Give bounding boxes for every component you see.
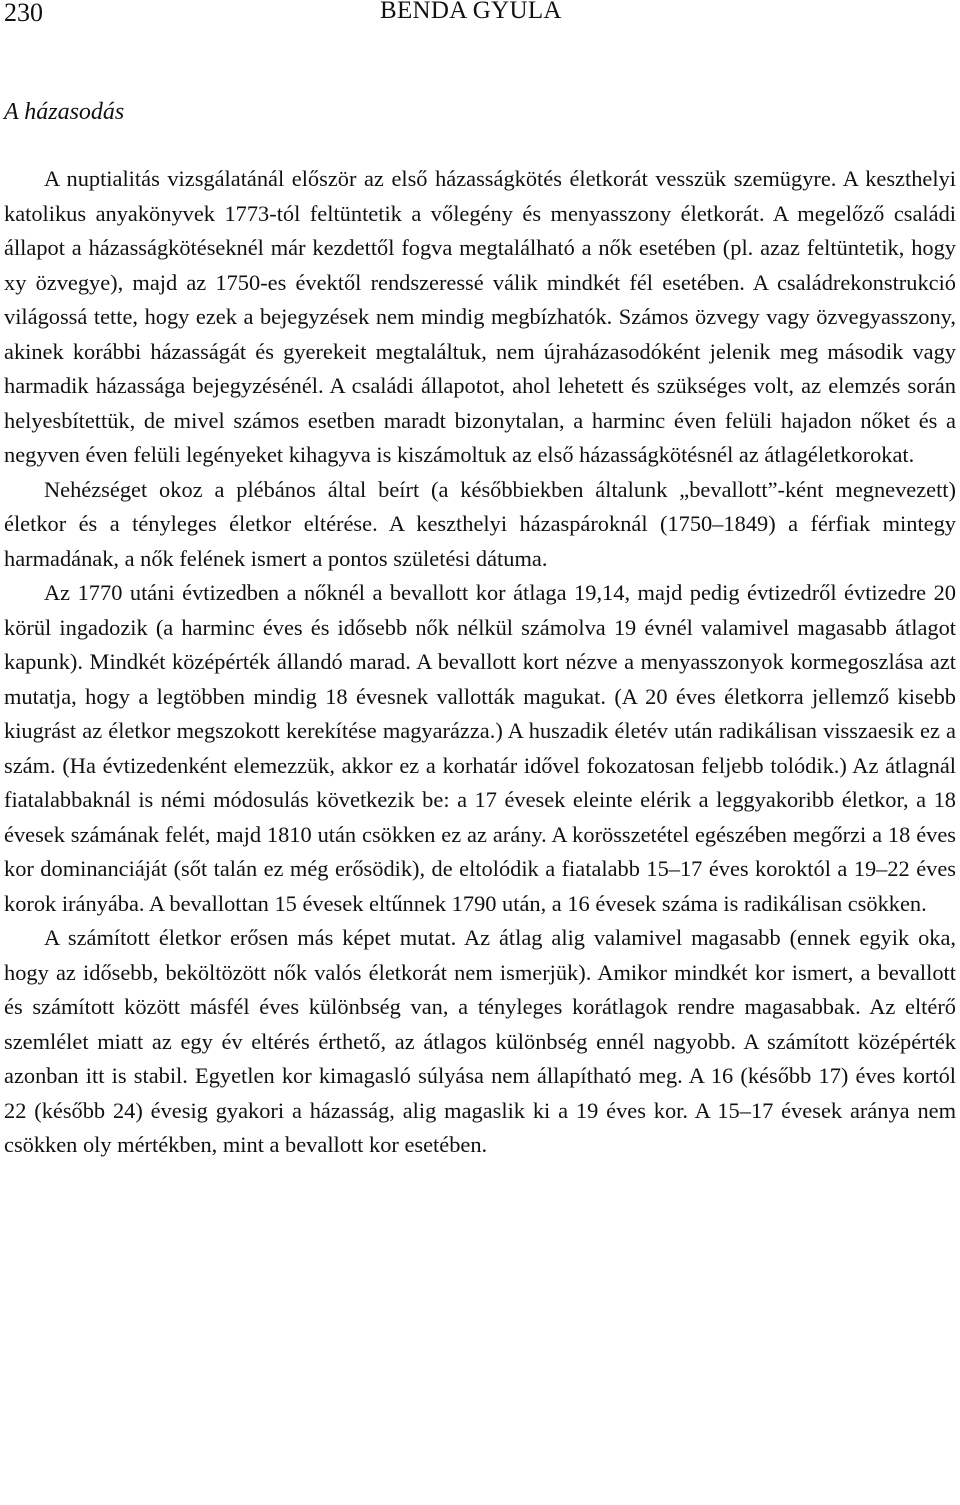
paragraph: Az 1770 utáni évtizedben a nőknél a bevallott kor átlaga 19,14, majd pedig évtizedről évtizedre 20 körül ingadozik (a harminc éves és idősebb nők nélkül számolva 19 évnél valamivel magasabb átlagot kapunk). Mindkét középérték állandó marad. A bevallott kort nézve a menyasszonyok kormegoszlása azt mutatja, hogy a legtöbben mindig 18 évesnek vallották magukat. (A 20 éves életkorra jellemző kisebb kiugrást az életkor megszokott kerekítése magyarázza.) A huszadik életév után radikálisan visszaesik ez a szám. (Ha évtizedenként elemezzük, akkor ez a korhatár idővel fokozatosan feljebb tolódik.) Az átlagnál fiatalabbaknál is némi módosulás következik be: a 17 évesek eleinte elérik a leggyakoribb életkor, a 18 évesek számának felét, majd 1810 után csökken ez az arány. A korösszetétel egészében megőrzi a 18 éves kor dominanciáját (sőt talán ez még erősödik), de eltolódik a fiatalabb 15–17 éves koroktól a 19–22 éves korok irányába. A bevallottan 15 évesek eltűnnek 1790 után, a 16 évesek száma is radikálisan csökken. — [4, 580, 956, 916]
paragraph: A számított életkor erősen más képet mutat. Az átlag alig valamivel magasabb (ennek egyik oka, hogy az idősebb, beköltözött nők valós életkorát nem ismerjük). Amikor mindkét kor ismert, a bevallott és számított között másfél éves különbség van, a tényleges korátlagok rendre magasabbak. Az eltérő szemlélet miatt az egy év eltérés érthető, az átlagos különbség ennél nagyobb. A számított középérték azonban itt is stabil. Egyetlen kor kimagasló súlyása nem állapítható meg. A 16 (később 17) éves kortól 22 (később 24) évesig gyakori a házasság, alig magaslik ki a 19 éves kor. A 15–17 évesek aránya nem csökken oly mértékben, mint a bevallott kor esetében. — [4, 925, 956, 1157]
page-number: 230 — [4, 0, 43, 27]
paragraph: A nuptialitás vizsgálatánál először az első házasságkötés életkorát vesszük szemügyre. A keszthelyi katolikus anyakönyvek 1773-tól feltüntetik a vőlegény és menyasszony életkorát. A megelőző családi állapot a házasságkötéseknél már kezdettől fogva megtalálható a nők esetében (pl. azaz feltüntetik, hogy xy özvegye), majd az 1750-es évektől rendszeressé válik mindkét fél esetében. A családrekonstrukció világossá tette, hogy ezek a bejegyzések nem mindig megbízhatók. Számos özvegy vagy özvegyasszony, akinek korábbi házasságát és gyerekeit megtaláltuk, nem újraházasodóként jelenik meg második vagy harmadik házassága bejegyzésénél. A családi állapotot, ahol lehetett és szükséges volt, az elemzés során helyesbítettük, de mivel számos esetben maradt bizonytalan, a harminc éven felüli hajadon nőket és a negyven éven felüli legényeket kihagyva is kiszámoltuk az első házasságkötésnél az átlagéletkorokat. — [4, 166, 956, 467]
running-head: BENDA GYULA — [380, 0, 562, 24]
paragraph: Nehézséget okoz a plébános által beírt (a későbbiekben általunk „bevallott”-ként megnevezett) életkor és a tényleges életkor eltérése. A keszthelyi házaspároknál (1750–1849) a férfiak mintegy harmadának, a nők felének ismert a pontos születési dátuma. — [4, 476, 956, 571]
section-title: A házasodás — [4, 99, 125, 125]
body-text — [4, 162, 956, 1163]
page-header — [0, 0, 960, 34]
